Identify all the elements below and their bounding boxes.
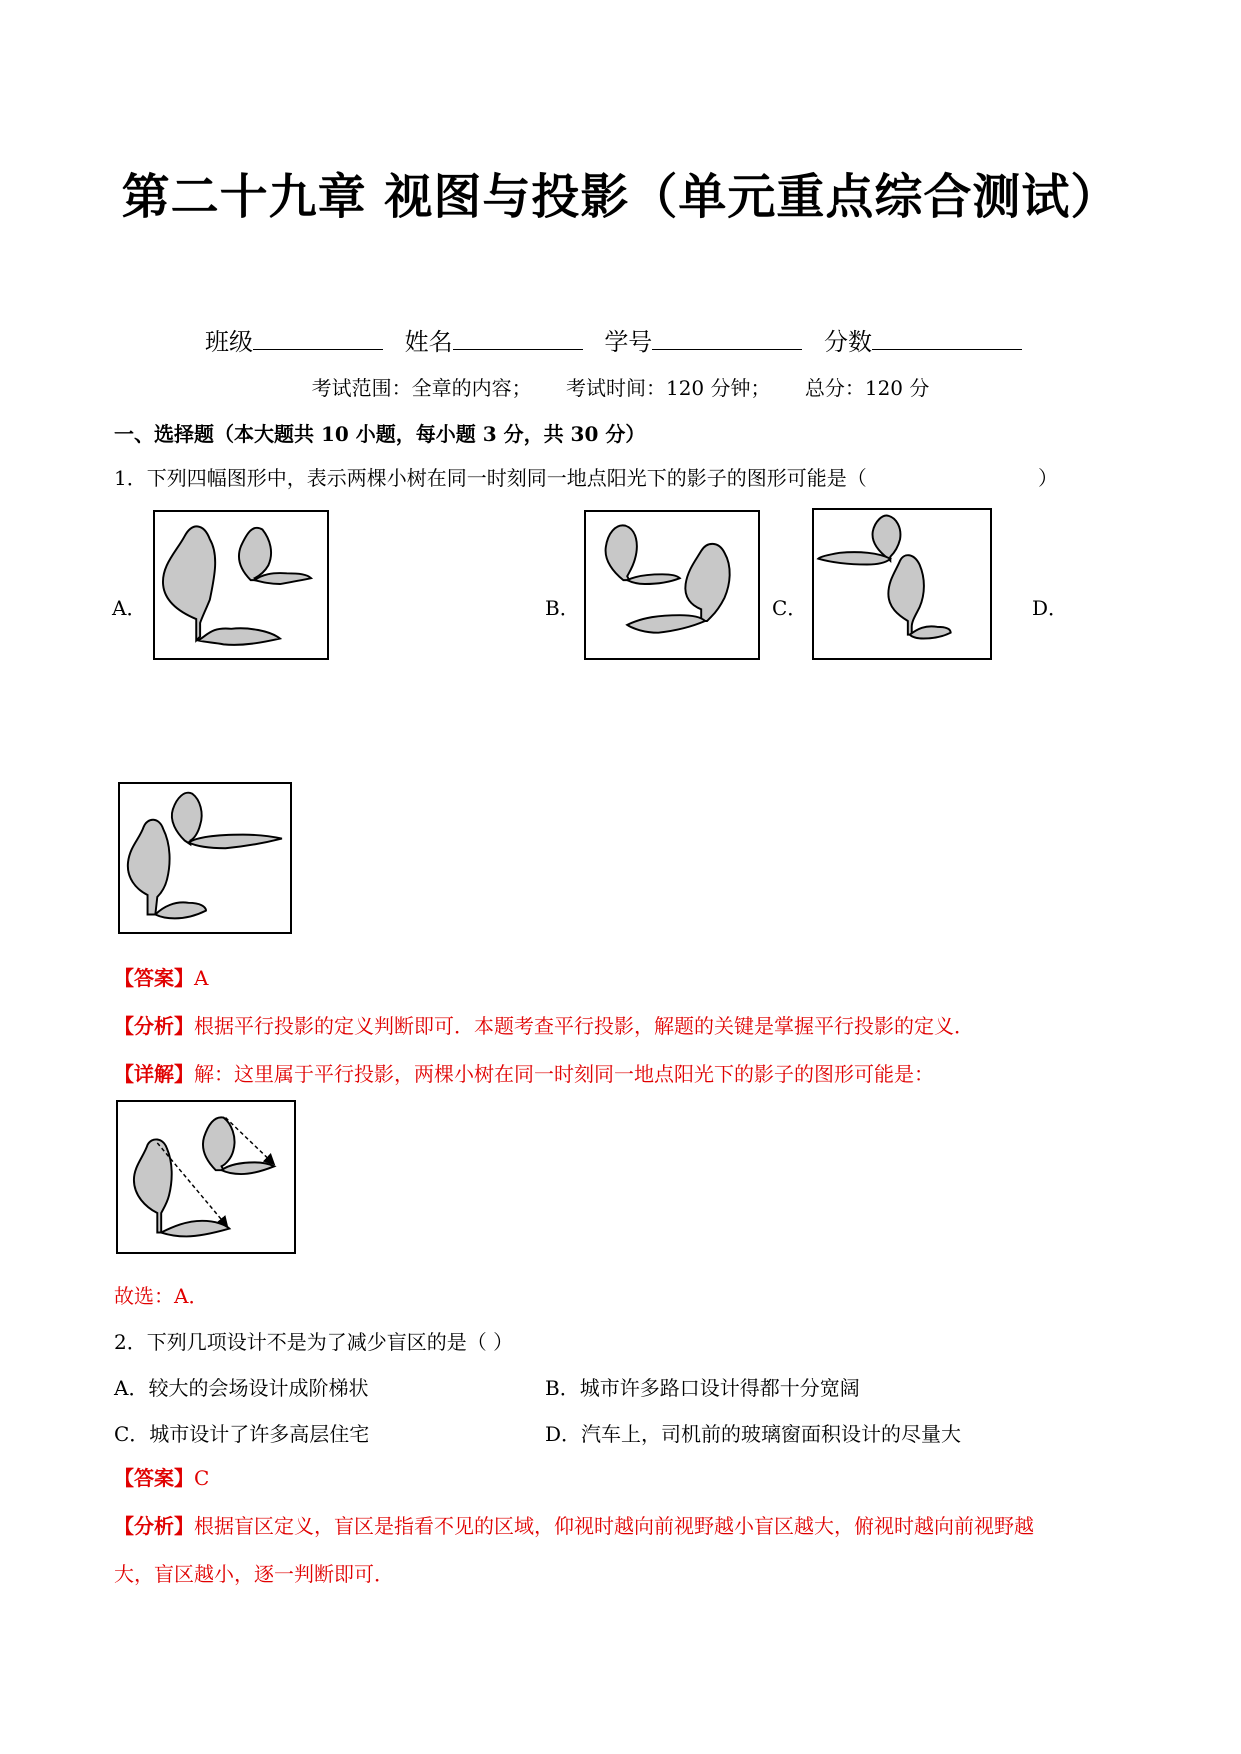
q1-detail-text: 解：这里属于平行投影，两棵小树在同一时刻同一地点阳光下的影子的图形可能是： [194,1062,934,1086]
q1-answer-value: A [194,966,209,990]
q1-analysis-line [114,1010,974,1039]
name-blank [453,327,583,350]
q2-analysis-line [114,1510,1034,1539]
q1-figure-c [812,508,992,660]
q2-answer-line [114,1462,209,1491]
q2-analysis-tag: 【分析】 [114,1514,194,1538]
q1-option-d-label: D． [1032,596,1069,620]
q1-detail-tag: 【详解】 [114,1062,194,1086]
q2-answer-tag: 【答案】 [114,1466,194,1490]
q1-stem-end: ） [1038,466,1058,490]
parallel-projection-illustration [118,1102,294,1252]
q1-analysis-text: 根据平行投影的定义判断即可．本题考查平行投影，解题的关键是掌握平行投影的定义． [194,1014,974,1038]
section-heading: 一、选择题（本大题共 10 小题，每小题 3 分，共 30 分） [114,422,646,446]
q1-solution-figure [116,1100,296,1254]
name-label: 姓名 [404,328,453,356]
q1-stem: 1．下列四幅图形中，表示两棵小树在同一时刻同一地点阳光下的影子的图形可能是（ [114,466,867,490]
tree-shadow-illustration-c [814,510,990,658]
q1-figure-b [584,510,760,660]
exam-total: 总分：120 分 [804,376,930,400]
q2-option-b: B．城市许多路口设计得都十分宽阔 [545,1376,860,1400]
q1-option-b-label: B． [545,596,580,620]
tree-shadow-illustration-a [155,512,327,658]
id-label: 学号 [604,328,653,356]
q2-answer-value: C [194,1466,210,1490]
q1-option-a-label: A． [112,596,147,620]
q2-option-d: D．汽车上，司机前的玻璃窗面积设计的尽量大 [545,1422,962,1446]
q1-figure-d [118,782,292,934]
exam-scope: 考试范围：全章的内容； [311,376,532,400]
q1-answer-line [114,962,208,991]
class-blank [253,327,383,350]
score-label: 分数 [823,328,872,356]
q1-option-c-label: C． [772,596,808,620]
q2-option-c: C．城市设计了许多高层住宅 [114,1422,370,1446]
q1-analysis-tag: 【分析】 [114,1014,194,1038]
exam-time: 考试时间：120 分钟； [565,376,771,400]
tree-shadow-illustration-d [120,784,290,932]
q2-stem: 2．下列几项设计不是为了减少盲区的是（ ） [114,1330,514,1354]
q1-conclusion: 故选：A． [114,1284,209,1308]
q1-figure-a [153,510,329,660]
page-title: 第二十九章 视图与投影（单元重点综合测试） [121,169,1120,225]
tree-shadow-illustration-b [586,512,758,658]
student-info-line [0,322,1241,357]
q2-analysis-text: 根据盲区定义，盲区是指看不见的区域，仰视时越向前视野越小盲区越大，俯视时越向前视野越 [194,1514,1034,1538]
class-label: 班级 [205,328,254,356]
q2-analysis-continuation: 大，盲区越小，逐一判断即可． [114,1562,394,1586]
q2-option-a: A．较大的会场设计成阶梯状 [114,1376,369,1400]
id-blank [652,327,802,350]
score-blank [872,327,1022,350]
q1-answer-tag: 【答案】 [114,966,194,990]
q1-detail-line [114,1058,934,1087]
exam-range-line [0,372,1241,401]
